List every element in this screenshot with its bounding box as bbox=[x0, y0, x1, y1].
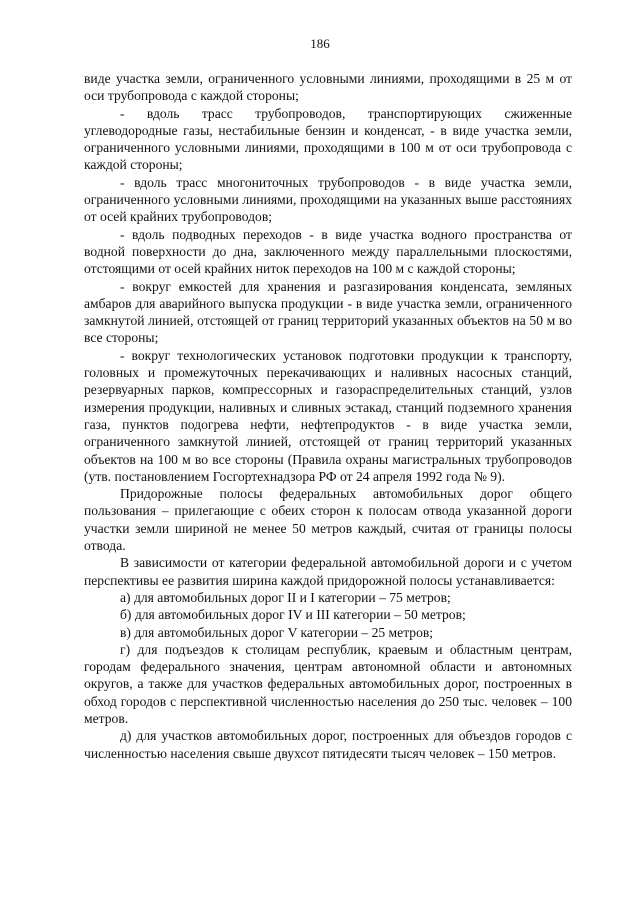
paragraph: Придорожные полосы федеральных автомобильных дорог общего пользования – прилегающие с обеих сторон к полосам отвода указанной дороги участки земли шириной не менее 50 метров каждый, считая от границы полосы отвода. bbox=[84, 486, 572, 554]
paragraph: г) для подъездов к столицам республик, краевым и областным центрам, городам федерального значения, центрам автономной области и автономных округов, а также для участков федеральных автомобильных дорог, построенных в обход городов с перспективной численностью населения до 250 тыс. человек – 100 метров. bbox=[84, 641, 572, 726]
paragraph: д) для участков автомобильных дорог, построенных для объездов городов с численностью населения свыше двухсот пятидесяти тысяч человек – 150 метров. bbox=[84, 728, 572, 761]
paragraph: б) для автомобильных дорог IV и III категории – 50 метров; bbox=[120, 607, 466, 623]
paragraph: виде участка земли, ограниченного условными линиями, проходящими в 25 м от оси трубопровода с каждой стороны; bbox=[84, 71, 572, 104]
paragraph: - вокруг емкостей для хранения и разгазирования конденсата, земляных амбаров для аварийного выпуска продукции - в виде участка земли, ограниченного замкнутой линией, отстоящей от границ территорий указанных объектов на 50 м во все стороны; bbox=[84, 278, 572, 346]
paragraph: В зависимости от категории федеральной автомобильной дороги и с учетом перспективы ее развития ширина каждой придорожной полосы устанавливается: bbox=[84, 555, 572, 588]
paragraph: в) для автомобильных дорог V категории – 25 метров; bbox=[120, 624, 434, 640]
paragraph: - вдоль трасс многониточных трубопроводов - в виде участка земли, ограниченного условными линиями, проходящими на указанных выше расстояниях от осей крайних трубопроводов; bbox=[84, 174, 572, 225]
paragraph: а) для автомобильных дорог II и I категории – 75 метров; bbox=[120, 589, 451, 605]
page-number: 186 bbox=[310, 36, 330, 51]
body-text bbox=[84, 70, 572, 762]
paragraph: - вдоль трасс трубопроводов, транспортирующих сжиженные углеводородные газы, нестабильные бензин и конденсат, - в виде участка земли, ограниченного условными линиями, проходящими в 100 м от оси трубопровода с каждой стороны; bbox=[84, 105, 572, 173]
paragraph: - вокруг технологических установок подготовки продукции к транспорту, головных и промежуточных перекачивающих и наливных насосных станций, резервуарных парков, компрессорных и газораспределительных станций, узлов измерения продукции, наливных и сливных эстакад, станций подземного хранения газа, пунктов подогрева нефти, нефтепродуктов - в виде участка земли, ограниченного замкнутой линией, отстоящей от границ территорий указанных объектов на 100 м во все стороны (Правила охраны магистральных трубопроводов (утв. постановлением Госгортехнадзора РФ от 24 апреля 1992 года № 9). bbox=[84, 347, 572, 484]
paragraph: - вдоль подводных переходов - в виде участка водного пространства от водной поверхности до дна, заключенного между параллельными плоскостями, отстоящими от осей крайних ниток переходов на 100 м с каждой стороны; bbox=[84, 226, 572, 277]
